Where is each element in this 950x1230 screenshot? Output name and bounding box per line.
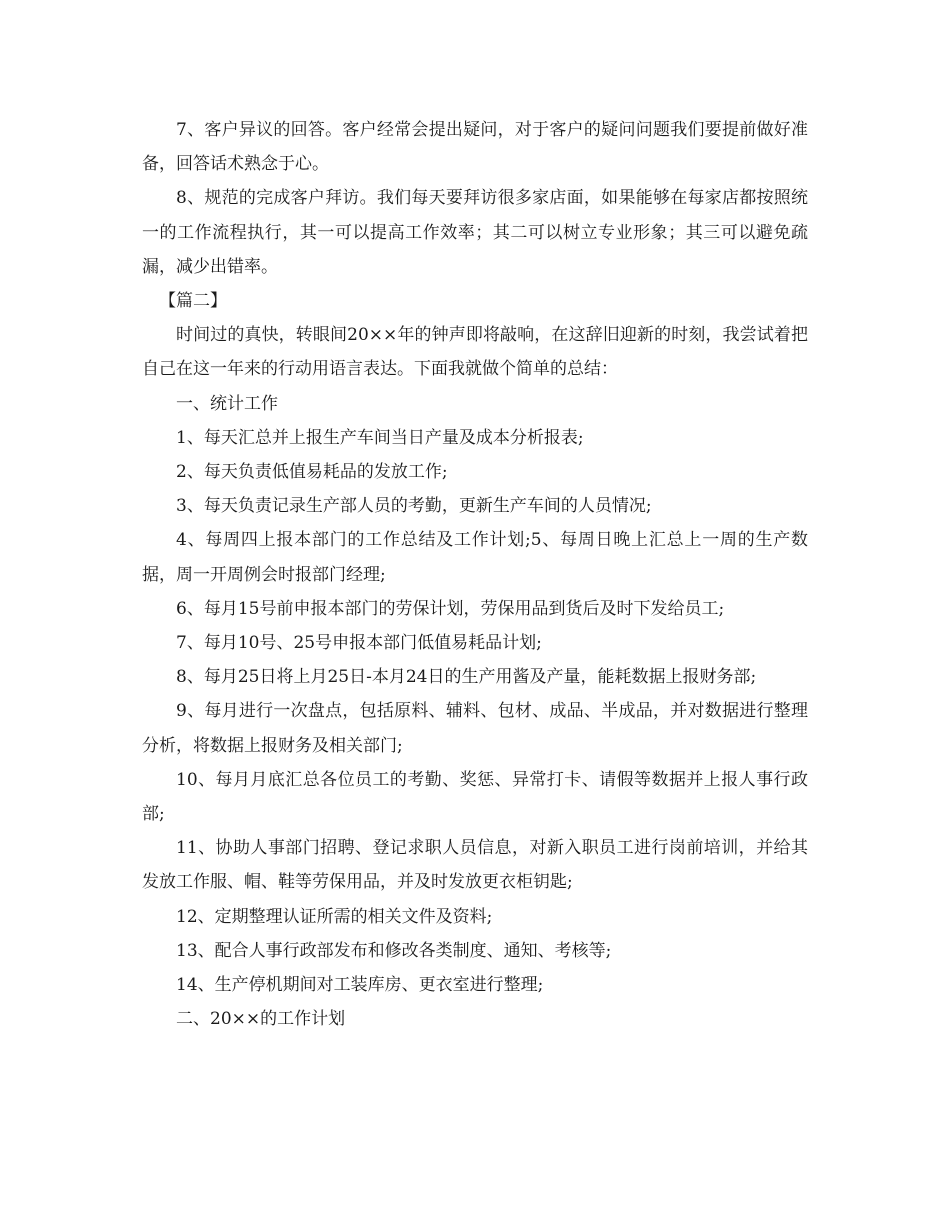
subheading-work-plan: 二、20××的工作计划: [176, 1009, 346, 1030]
list-item: 8、每月25日将上月25日-本月24日的生产用酱及产量，能耗数据上报财务部;: [176, 667, 757, 688]
list-item: 13、配合人事行政部发布和修改各类制度、通知、考核等;: [176, 940, 612, 961]
list-item: 2、每天负责低值易耗品的发放工作;: [176, 462, 448, 483]
paragraph-intro: 时间过的真快，转眼间20××年的钟声即将敲响，在这辞旧迎新的时刻，我尝试着把自己在这一年来的行动用语言表达。下面我就做个简单的总结：: [142, 325, 808, 380]
list-item: 14、生产停机期间对工装库房、更衣室进行整理;: [176, 975, 544, 996]
list-item: 10、每月月底汇总各位员工的考勤、奖惩、异常打卡、请假等数据并上报人事行政部;: [142, 769, 808, 825]
paragraph-customer-visit: 8、规范的完成客户拜访。我们每天要拜访很多家店面，如果能够在每家店都按照统一的工作流程执行，其一可以提高工作效率；其二可以树立专业形象；其三可以避免疏漏，减少出错率。: [142, 188, 808, 277]
subheading-statistics-work: 一、统计工作: [176, 393, 278, 414]
list-item: 7、每月10号、25号申报本部门低值易耗品计划;: [176, 633, 542, 654]
list-item: 11、协助人事部门招聘、登记求职人员信息，对新入职员工进行岗前培训，并给其发放工作服、帽、鞋等劳保用品，并及时发放更衣柜钥匙;: [142, 838, 808, 893]
paragraph-customer-objection: 7、客户异议的回答。客户经常会提出疑问，对于客户的疑问问题我们要提前做好准备，回答话术熟念于心。: [142, 120, 808, 175]
list-item: 3、每天负责记录生产部人员的考勤，更新生产车间的人员情况;: [176, 496, 652, 517]
list-item: 6、每月15号前申报本部门的劳保计划，劳保用品到货后及时下发给员工;: [176, 598, 725, 619]
list-item: 4、每周四上报本部门的工作总结及工作计划;5、每周日晚上汇总上一周的生产数据，周一开周例会时报部门经理;: [142, 530, 808, 585]
document-body: [142, 113, 808, 1036]
list-item: 12、定期整理认证所需的相关文件及资料;: [176, 906, 493, 927]
section-heading: 【篇二】: [159, 291, 227, 312]
list-item: 9、每月进行一次盘点，包括原料、辅料、包材、成品、半成品，并对数据进行整理分析，将数据上报财务及相关部门;: [142, 701, 808, 756]
list-item: 1、每天汇总并上报生产车间当日产量及成本分析报表;: [176, 427, 584, 448]
